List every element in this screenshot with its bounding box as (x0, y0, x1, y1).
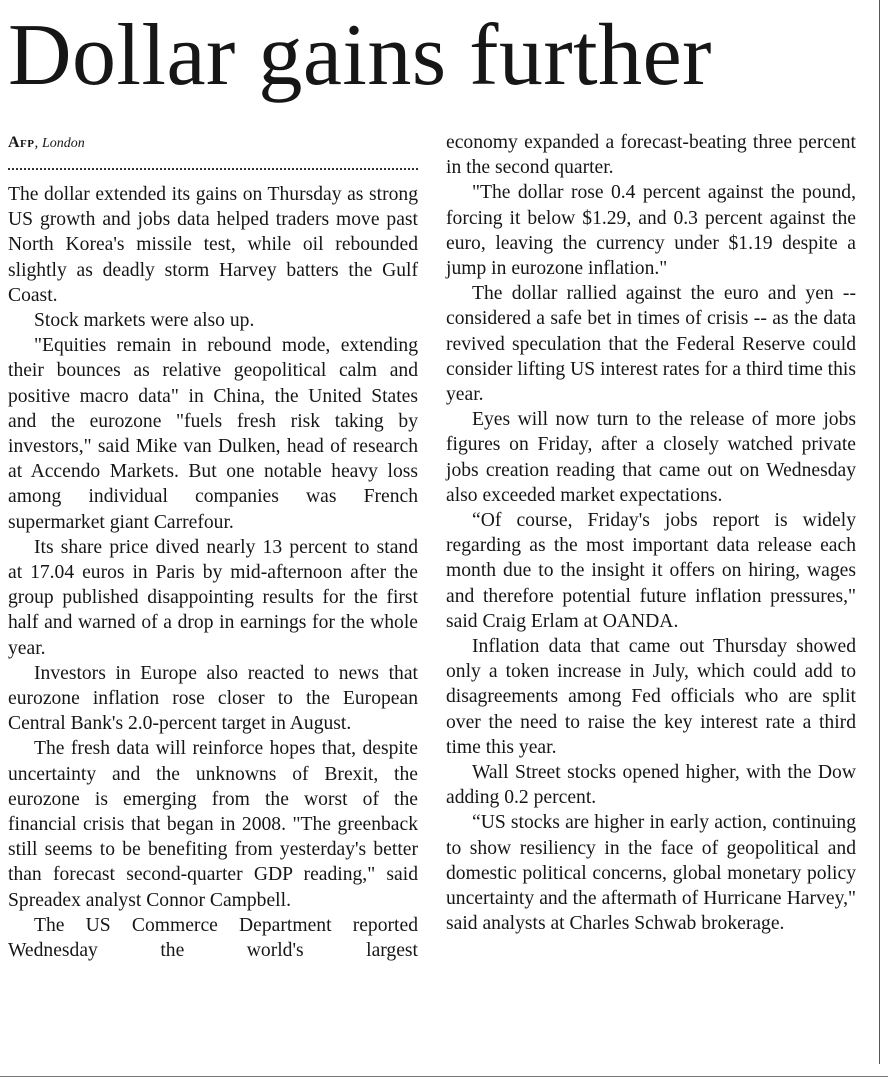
paragraph: The fresh data will reinforce hopes that, despite uncertainty and the unknowns of Brexit, the eurozone is emerging from the worst of the financial crisis that began in 2008. "The greenback still seems to be benefiting from yesterday's better than forecast second-quarter GDP reading," said Spreadex analyst Connor Campbell. (8, 738, 418, 911)
article-column-right (446, 130, 856, 937)
paragraph: Investors in Europe also reacted to news that eurozone inflation rose closer to the European Central Bank's 2.0-percent target in August. (8, 662, 418, 735)
paragraph: Stock markets were also up. (34, 310, 255, 332)
column-rule (879, 0, 880, 1064)
dotted-divider (8, 155, 418, 170)
paragraph: "The dollar rose 0.4 percent against the pound, forcing it below $1.29, and 0.3 percent against the euro, leaving the currency under $1.19 despite a jump in eurozone inflation." (446, 182, 856, 280)
byline: Afp, London (8, 134, 85, 151)
article-column-left (8, 130, 418, 963)
paragraph: Eyes will now turn to the release of more jobs figures on Friday, after a closely watched private jobs creation reading that came out on Wednesday also exceeded market expectations. (446, 409, 856, 506)
bottom-rule (0, 1076, 888, 1077)
paragraph: "Equities remain in rebound mode, extending their bounces as relative geopolitical calm and positive macro data" in China, the United States and the eurozone "fuels fresh risk taking by investors," said Mike van Dulken, head of research at Accendo Markets. But one notable heavy loss among individual companies was French supermarket giant Carrefour. (8, 335, 418, 533)
paragraph: Wall Street stocks opened higher, with the Dow adding 0.2 percent. (446, 762, 856, 809)
paragraph: Its share price dived nearly 13 percent to stand at 17.04 euros in Paris by mid-afternoon after the group published disappointing results for the first half and warned of a drop in earnings for the whole year. (8, 536, 418, 659)
byline-city: London (42, 136, 85, 151)
paragraph: “US stocks are higher in early action, continuing to show resiliency in the face of geopolitical and domestic political concerns, global monetary policy uncertainty and the aftermath of Hurricane Harvey," said analysts at Charles Schwab brokerage. (446, 812, 856, 935)
byline-agency: Afp (8, 134, 35, 151)
paragraph: Inflation data that came out Thursday showed only a token increase in July, which could add to disagreements among Fed officials who are split over the need to raise the key interest rate a third time this year. (446, 636, 856, 758)
paragraph: “Of course, Friday's jobs report is widely regarding as the most important data release each month due to the insight it offers on hiring, wages and therefore potential future inflation pressures," said Craig Erlam at OANDA. (446, 510, 856, 632)
headline: Dollar gains further (8, 7, 712, 104)
paragraph-continuation: economy expanded a forecast-beating three percent in the second quarter. (446, 132, 856, 179)
paragraph: The dollar extended its gains on Thursday as strong US growth and jobs data helped traders move past North Korea's missile test, while oil rebounded slightly as deadly storm Harvey batters the Gulf Coast. (8, 184, 418, 306)
paragraph: The dollar rallied against the euro and yen -- considered a safe bet in times of crisis -- as the data revived speculation that the Federal Reserve could consider lifting US interest rates for a third time this year. (446, 283, 856, 406)
paragraph: The US Commerce Department reported Wednesday the world's largest (8, 914, 418, 962)
